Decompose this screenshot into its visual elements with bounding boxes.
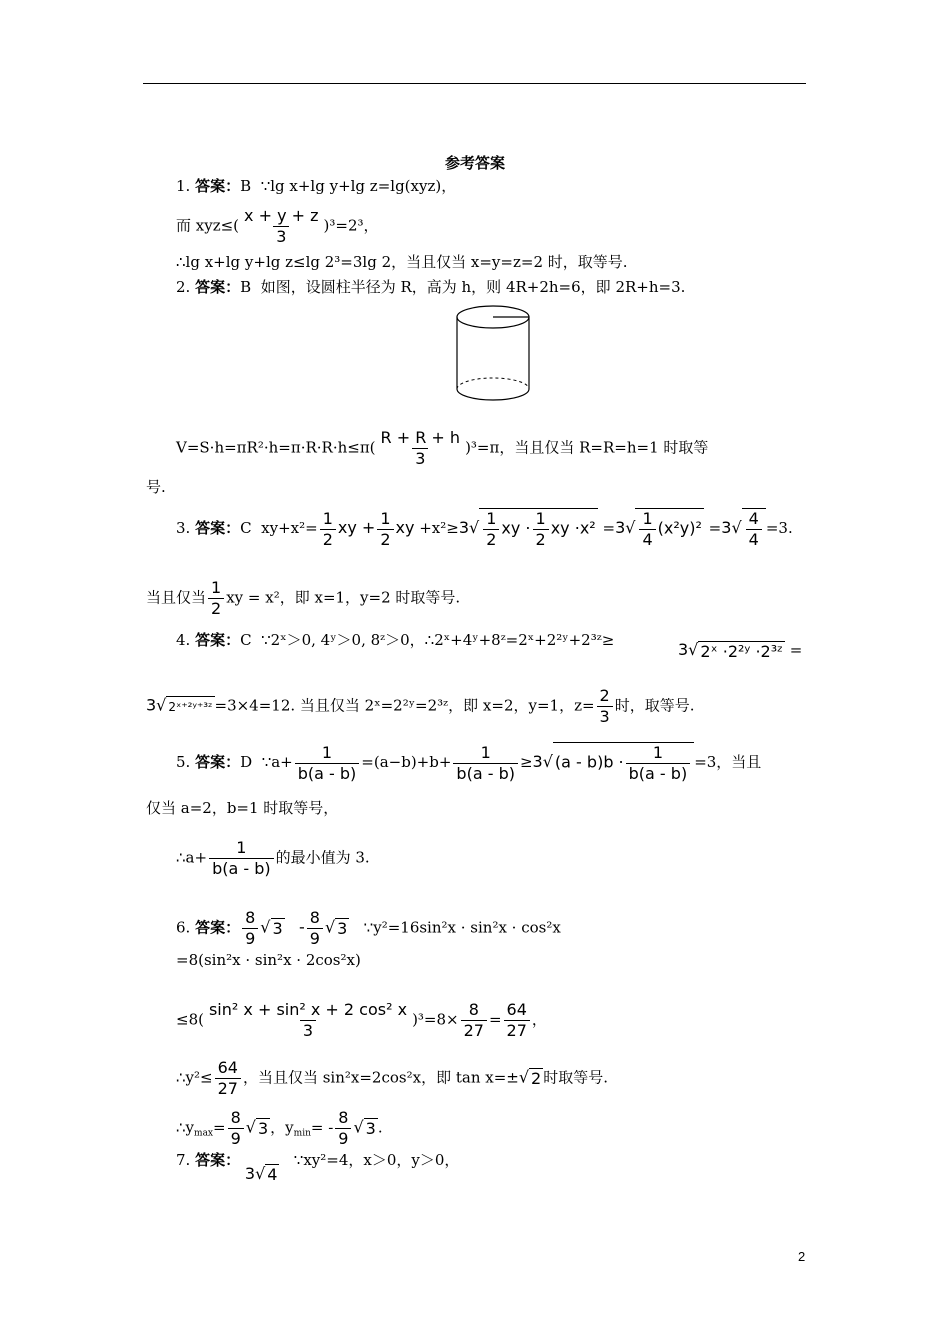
q4-line1: 4. 答案：C ∵2ˣ＞0, 4ʸ＞0, 8ᶻ＞0，∴2ˣ+4ʸ+8ᶻ=2ˣ+2²ʸ+2³ᶻ≥ bbox=[176, 631, 615, 649]
page-number: 2 bbox=[798, 1249, 806, 1264]
q6-line3: ≤8( $\frac{\text{sin² x + sin² x + 2 cos² x}}{3}$ )³=8× $\frac{8}{27}$ = $\frac{64}{27}$ ， bbox=[176, 1000, 547, 1040]
q3-line1: 3. 答案：C xy+x²= $\frac{1}{2}$ xy + $\frac{1}{2}$ xy +x²≥3√ $\frac{1}{2}$ xy · $\frac{1}{2}$ xy ·x² =3√ $\frac{1}{4}$ (x²y)² =3√ $\frac{4}{4}$ =3. bbox=[176, 508, 793, 549]
q6-line1: 6. 答案： $\frac{8}{9}$ √ 3 - $\frac{8}{9}$ √ 3 ∵y²=16sin²x · sin²x · cos²x bbox=[176, 908, 561, 948]
q5-line2: 仅当 a=2，b=1 时取等号， bbox=[146, 799, 339, 817]
q2-line3: 号. bbox=[146, 478, 166, 496]
q5-line1: 5. 答案：D ∵a+ $\frac{1}{b(a - b)}$ =(a−b)+b+ $\frac{1}{b(a - b)}$ ≥3√ (a - b)b · $\frac{1}{b(a - b)}$ =3，当且 bbox=[176, 742, 762, 783]
q1-line1: 1. 答案：B ∵lg x+lg y+lg z=lg(xyz)， bbox=[176, 177, 457, 195]
q2-line2: V=S·h=πR²·h=π·R·R·h≤π( $\frac{R + R + h}{3}$ )³=π，当且仅当 R=R=h=1 时取等 bbox=[176, 428, 709, 468]
q6-line5: $\therefore y_{max}=$ $\frac{8}{9}$ √ 3 ，$y_{min}=$ - $\frac{8}{9}$ √ 3 . bbox=[176, 1108, 383, 1148]
q1-line3: ∴lg x+lg y+lg z≤lg 2³=3lg 2，当且仅当 x=y=z=2 时，取等号. bbox=[176, 253, 628, 271]
q3-line2: 当且仅当 $\frac{1}{2}$ xy = x²，即 x=1，y=2 时取等号. bbox=[146, 578, 461, 618]
q4-line2: 3√ 2ˣ⁺²ʸ⁺³ᶻ =3×4=12. 当且仅当 2ˣ=2²ʸ=2³ᶻ，即 x=2，y=1，z= $\frac{2}{3}$ 时，取等号. bbox=[146, 686, 695, 726]
q2-line1: 2. 答案：B 如图，设圆柱半径为 R，高为 h，则 4R+2h=6，即 2R+h=3. bbox=[176, 278, 686, 296]
header-rule bbox=[143, 83, 806, 84]
q4-radical1: 3√ 2ˣ ·2²ʸ ·2³ᶻ = bbox=[678, 640, 803, 661]
q7-line1: 7. 答案： 3√ 4 ∵xy²=4，x＞0，y＞0， bbox=[176, 1151, 460, 1184]
q1-line2: 而 xyz≤( $\frac{x + y + z}{3}$ )³=2³， bbox=[176, 206, 379, 246]
cylinder-figure bbox=[448, 300, 538, 410]
q6-line2: =8(sin²x · sin²x · 2cos²x) bbox=[176, 951, 361, 969]
q6-line4: ∴y²≤ $\frac{64}{27}$ ，当且仅当 sin²x=2cos²x，即 tan x=±√ 2 时取等号. bbox=[176, 1058, 609, 1098]
q5-line3: ∴a+ $\frac{1}{b(a - b)}$ 的最小值为 3. bbox=[176, 838, 370, 878]
section-title: 参考答案 bbox=[444, 154, 505, 172]
